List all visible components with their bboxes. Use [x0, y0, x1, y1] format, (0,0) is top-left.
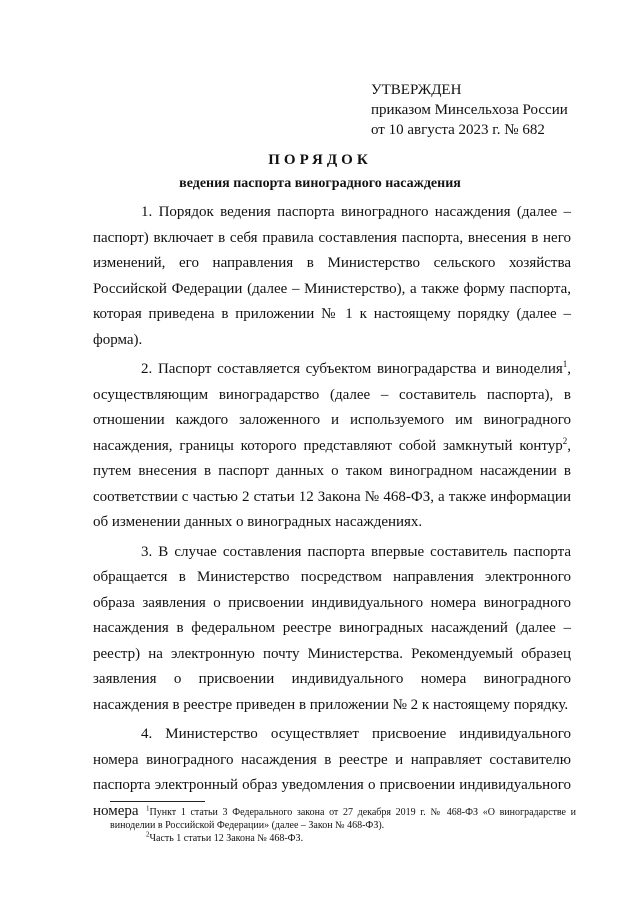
approval-order-line: приказом Минсельхоза России	[371, 102, 568, 118]
footnote-ref-2: 2	[562, 435, 568, 446]
paragraph-2	[93, 357, 571, 536]
document-title	[0, 150, 640, 194]
approval-heading: УТВЕРЖДЕН	[371, 82, 462, 98]
footnote-separator	[110, 801, 205, 802]
title-subtitle: ведения паспорта виноградного насаждения	[179, 176, 461, 191]
paragraph-1: 1. Порядок ведения паспорта виноградного насаждения (далее – паспорт) включает в себя правила составления паспорта, внесения в него изменений, его направления в Министерство сельского хозяйства Российской Федерации (далее – Министерство), а также форму паспорта, которая приведена в приложении № 1 к настоящему порядку (далее – форма).	[93, 204, 571, 348]
footnotes	[110, 806, 576, 845]
paragraph-2-part-a: 2. Паспорт составляется субъектом виноградарства и виноделия	[141, 361, 563, 377]
paragraph-2-part-c: , путем внесения в паспорт данных о таком виноградном насаждении в соответствии с частью 2 статьи 12 Закона № 468-ФЗ, а также информации об изменении данных о виноградных насаждениях.	[93, 437, 571, 530]
title-main: ПОРЯДОК	[268, 152, 372, 168]
approval-stamp	[371, 80, 568, 140]
document-body	[93, 200, 571, 828]
footnote-1-mark: 1	[146, 804, 150, 813]
footnote-2	[110, 832, 576, 845]
paragraph-3: 3. В случае составления паспорта впервые составитель паспорта обращается в Министерство посредством направления электронного образа заявления о присвоении индивидуального номера виноградного насаждения в федеральном реестре виноградных насаждений (далее – реестр) на электронную почту Министерства. Рекомендуемый образец заявления о присвоении индивидуального номера виноградного насаждения в реестре приведен в приложении № 2 к настоящему порядку.	[93, 543, 571, 713]
footnote-1	[110, 806, 576, 832]
paragraph-2-part-b: , осуществляющим виноградарство (далее – составитель паспорта), в отношении каждого заложенного и используемого им виноградного насаждения, границы которого представляют собой замкнутый контур	[93, 361, 571, 454]
paragraph-4: 4. Министерство осуществляет присвоение индивидуального номера виноградного насаждения в реестре и направляет составителю паспорта электронный образ уведомления о присвоении индивидуального номера	[93, 726, 571, 819]
footnote-2-text: Часть 1 статьи 12 Закона № 468-ФЗ.	[149, 833, 304, 844]
approval-date-line: от 10 августа 2023 г. № 682	[371, 122, 545, 138]
footnote-1-text: Пункт 1 статьи 3 Федерального закона от 27 декабря 2019 г. № 468-ФЗ «О виноградарстве и виноделии в Российской Федерации» (далее – Закон № 468-ФЗ).	[110, 807, 576, 831]
footnote-2-mark: 2	[146, 830, 150, 839]
footnote-ref-1: 1	[562, 359, 568, 369]
